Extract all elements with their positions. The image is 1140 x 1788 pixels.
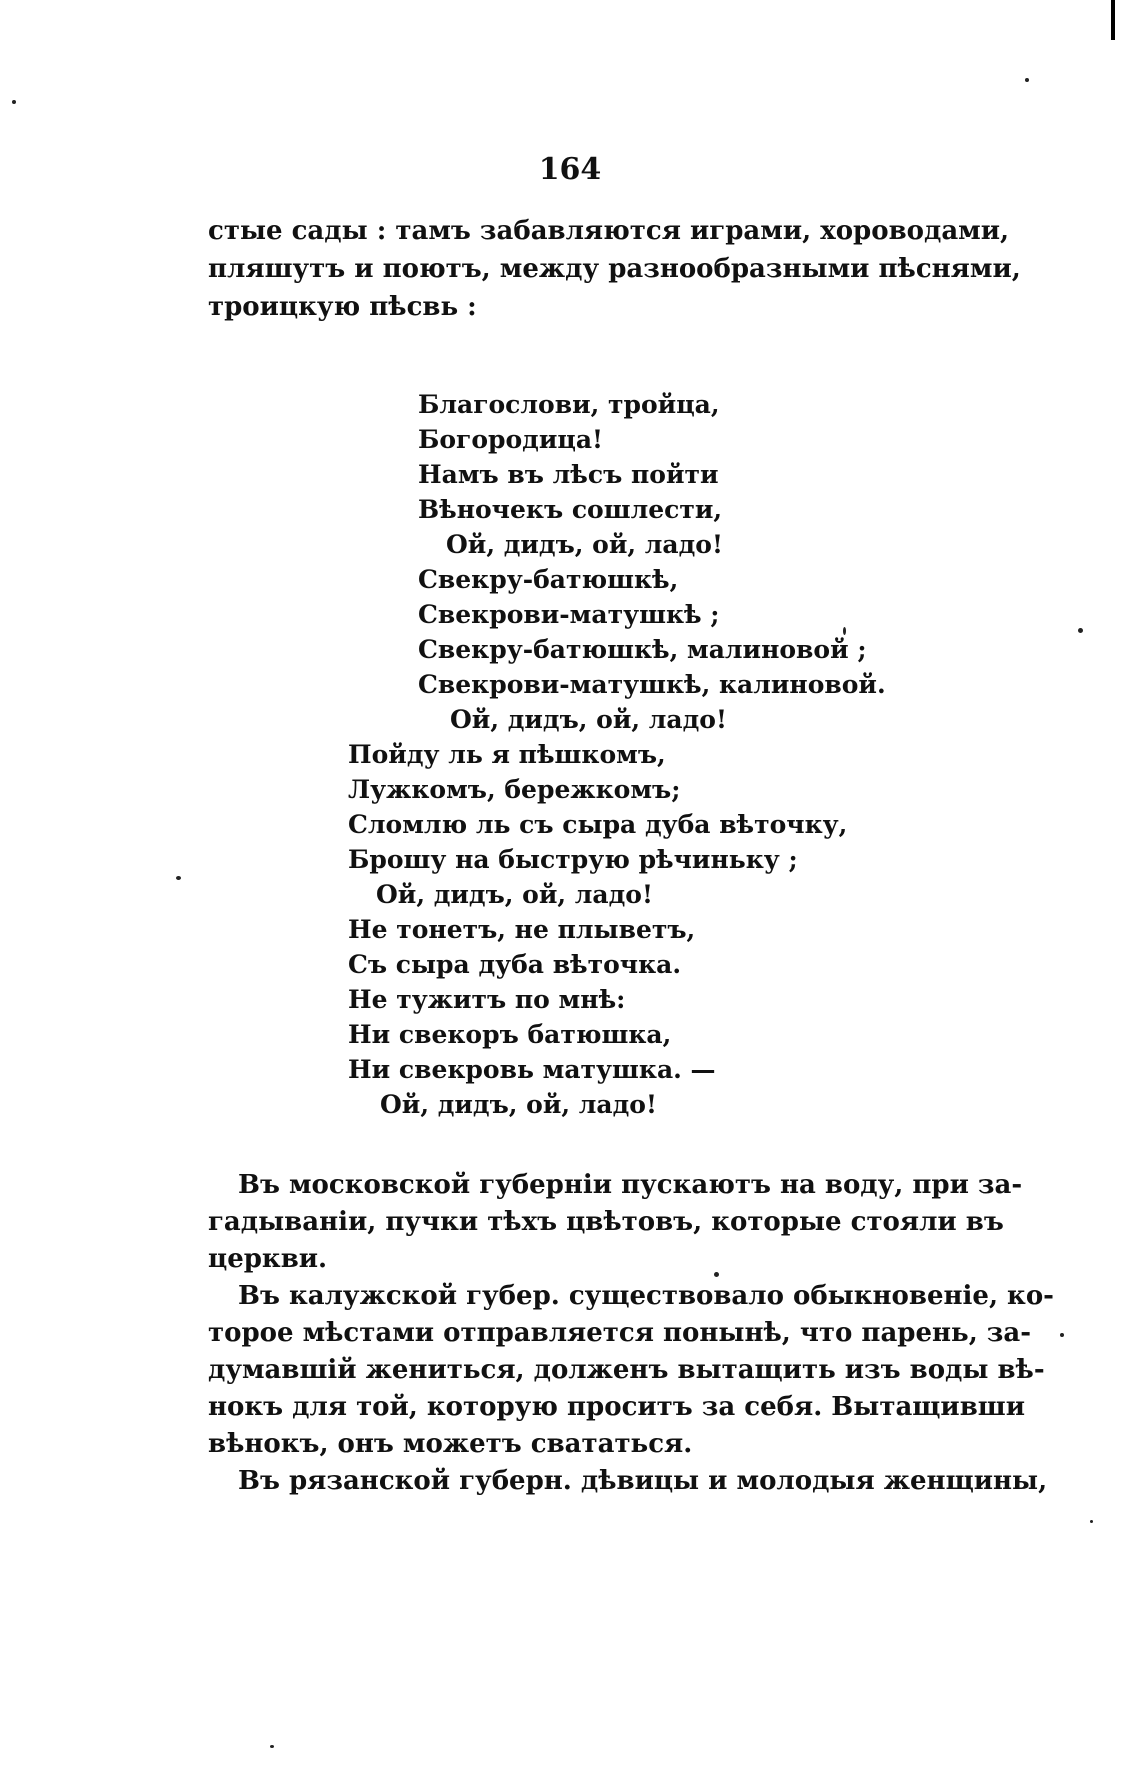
verse-line: Съ сыра дуба вѣточка.: [348, 950, 682, 979]
text-line: вѣнокъ, онъ можетъ свататься.: [208, 1429, 693, 1459]
scan-speck: [176, 876, 181, 880]
verse-refrain: Ой, дидъ, ой, ладо!: [380, 1090, 657, 1119]
verse-line: Вѣночекъ сошлести,: [418, 495, 723, 524]
verse-line: Ни свекровь матушка. —: [348, 1055, 716, 1084]
verse-refrain: Ой, дидъ, ой, ладо!: [446, 530, 723, 559]
prose-section: [208, 1167, 1054, 1500]
page-edge-line: [1111, 0, 1115, 40]
verse-line: Лужкомъ, бережкомъ;: [348, 775, 681, 804]
scan-speck: [1060, 1333, 1064, 1337]
intro-paragraph: [208, 212, 1021, 326]
verse-line: Свекрови-матушкѣ ;: [418, 600, 720, 629]
verse-line: Пойду ль я пѣшкомъ,: [348, 740, 666, 769]
verse-line: Ни свекоръ батюшка,: [348, 1020, 672, 1049]
scan-speck: [12, 100, 16, 104]
verse-line: Не тонетъ, не плыветъ,: [348, 915, 696, 944]
verse-line: Благослови, тройца,: [418, 390, 720, 419]
scan-speck: [1078, 628, 1083, 633]
text-line: нокъ для той, которую проситъ за себя. Вытащивши: [208, 1392, 1026, 1422]
text-line: думавшій жениться, долженъ вытащить изъ воды вѣ-: [208, 1355, 1045, 1385]
verse-line: Сломлю ль съ сыра дуба вѣточку,: [348, 810, 848, 839]
verse-line: Свекру-батюшкѣ, малиновой ;: [418, 635, 867, 664]
paragraph-ryazan: [208, 1463, 1048, 1500]
page-number: 164: [538, 152, 602, 187]
text-line: троицкую пѣсвь :: [208, 292, 477, 322]
scan-speck: [270, 1745, 274, 1748]
text-line: Въ московской губерніи пускаютъ на воду, при за-: [238, 1170, 1023, 1200]
text-line: пляшутъ и поютъ, между разнообразными пѣснями,: [208, 254, 1021, 284]
scan-speck: [714, 1272, 719, 1277]
verse-line: Не тужитъ по мнѣ:: [348, 985, 626, 1014]
text-line: Въ калужской губер. существовало обыкновеніе, ко-: [238, 1281, 1054, 1311]
verse-line: Брошу на быструю рѣчиньку ;: [348, 845, 798, 874]
text-line: стые сады : тамъ забавляются играми, хороводами,: [208, 216, 1010, 246]
verse-line: Намъ въ лѣсъ пойти: [418, 460, 719, 489]
verse-refrain: Ой, дидъ, ой, ладо!: [376, 880, 653, 909]
text-line: торое мѣстами отправляется понынѣ, что парень, за-: [208, 1318, 1032, 1348]
text-line: Въ рязанской губерн. дѣвицы и молодыя женщины,: [238, 1466, 1048, 1496]
scan-speck: [1090, 1520, 1093, 1523]
scan-speck: [843, 627, 846, 635]
verse-line: Богородица!: [418, 425, 604, 454]
verse-refrain: Ой, дидъ, ой, ладо!: [450, 705, 727, 734]
text-line: гадываніи, пучки тѣхъ цвѣтовъ, которые стояли въ: [208, 1207, 1004, 1237]
scan-speck: [1025, 78, 1029, 82]
verse-line: Свекрови-матушкѣ, калиновой.: [418, 670, 886, 699]
text-line: церкви.: [208, 1244, 328, 1274]
paragraph-kaluga: [208, 1278, 1054, 1463]
paragraph-moscow: [208, 1167, 1023, 1278]
verse-line: Свекру-батюшкѣ,: [418, 565, 679, 594]
